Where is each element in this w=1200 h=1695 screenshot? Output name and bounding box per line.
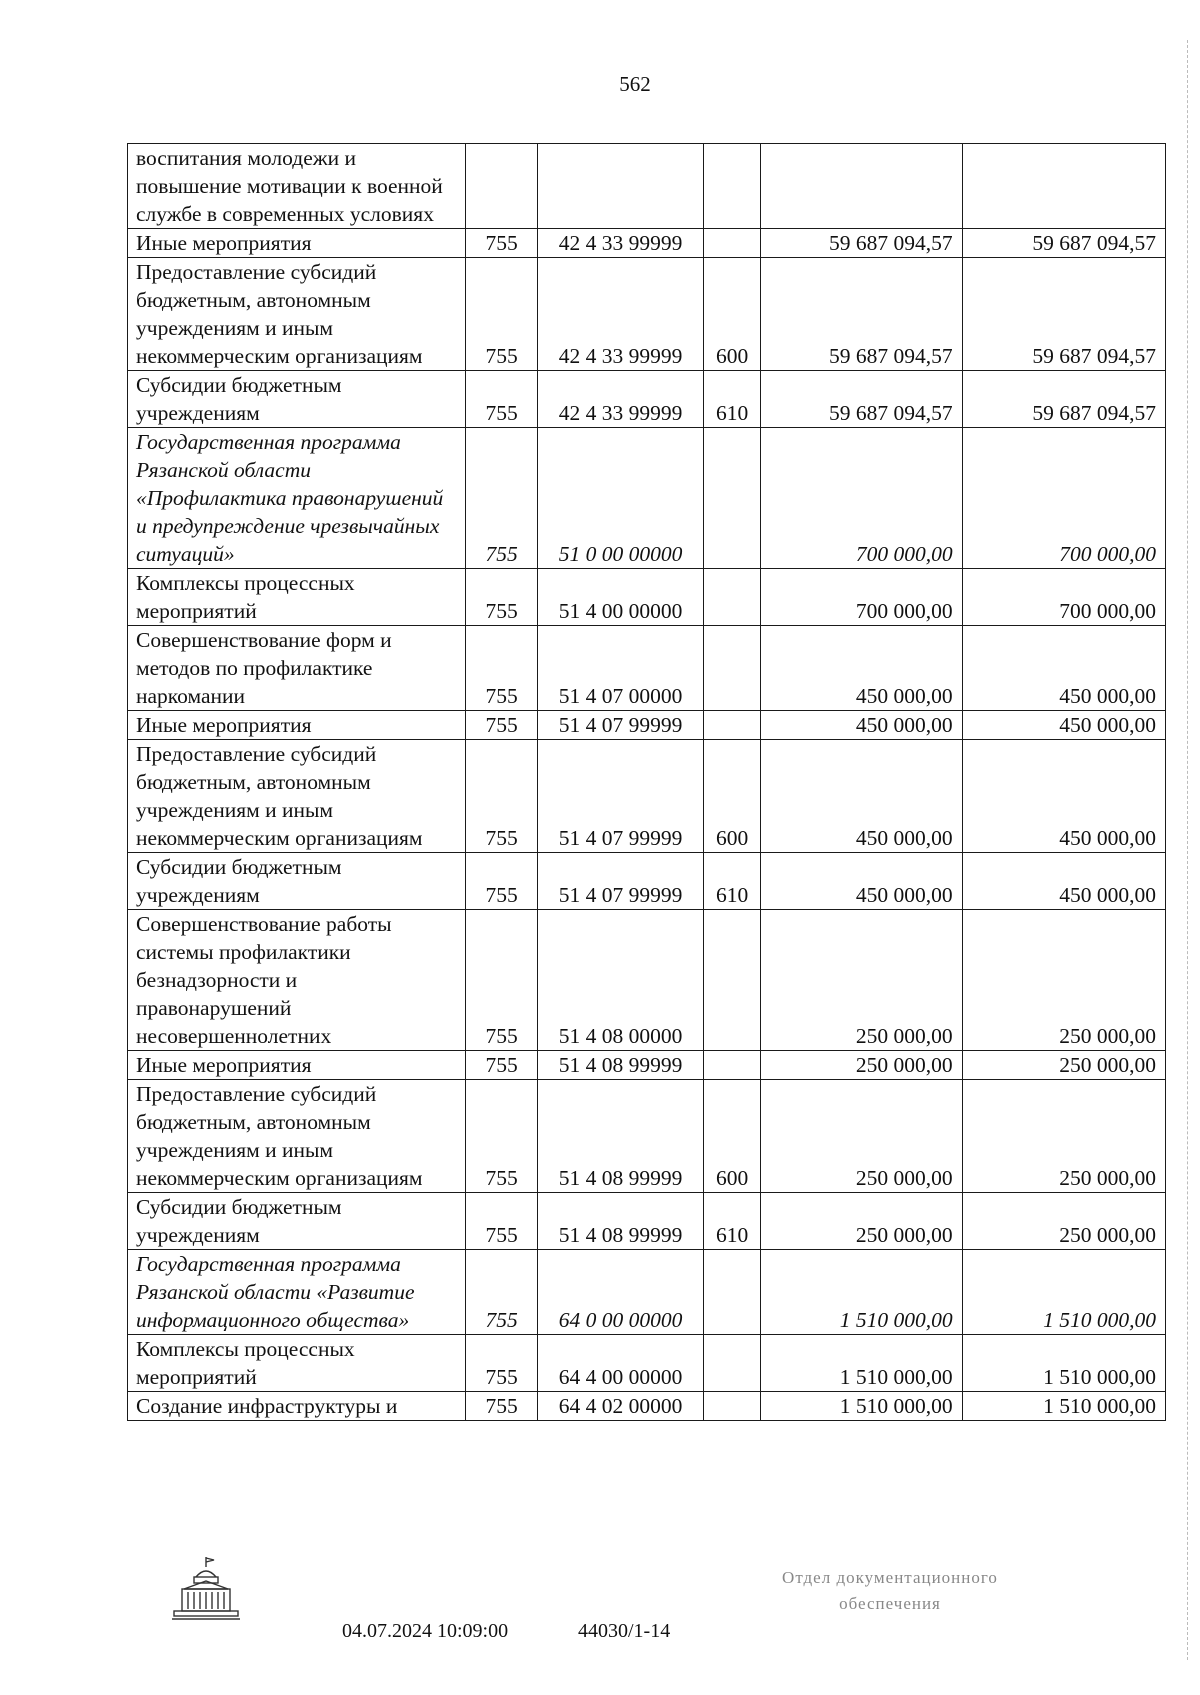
cell-target-article: 64 4 00 00000	[538, 1335, 704, 1392]
cell-name: Совершенствование форм и методов по профилактике наркомании	[128, 626, 466, 711]
cell-expense-type: 610	[703, 853, 760, 910]
table-row	[128, 1335, 1166, 1392]
cell-expense-type: 610	[703, 1193, 760, 1250]
cell-sum-1: 450 000,00	[761, 853, 962, 910]
cell-expense-type	[703, 144, 760, 229]
table-row	[128, 740, 1166, 853]
page-number: 562	[619, 72, 651, 96]
cell-dept-code: 755	[466, 1051, 538, 1080]
cell-target-article: 51 0 00 00000	[538, 428, 704, 569]
cell-sum-1: 450 000,00	[761, 740, 962, 853]
cell-name: Субсидии бюджетным учреждениям	[128, 371, 466, 428]
cell-sum-1: 250 000,00	[761, 910, 962, 1051]
table-row	[128, 1250, 1166, 1335]
cell-dept-code: 755	[466, 1335, 538, 1392]
cell-sum-2: 250 000,00	[962, 910, 1165, 1051]
cell-sum-1	[761, 144, 962, 229]
table-row	[128, 428, 1166, 569]
cell-expense-type	[703, 626, 760, 711]
cell-name: Субсидии бюджетным учреждениям	[128, 853, 466, 910]
cell-dept-code: 755	[466, 910, 538, 1051]
cell-expense-type: 610	[703, 371, 760, 428]
cell-expense-type	[703, 569, 760, 626]
table-row	[128, 1193, 1166, 1250]
cell-dept-code: 755	[466, 1392, 538, 1421]
cell-dept-code	[466, 144, 538, 229]
cell-sum-2: 250 000,00	[962, 1080, 1165, 1193]
cell-sum-2: 1 510 000,00	[962, 1392, 1165, 1421]
footer-reg-number: 44030/1-14	[578, 1620, 671, 1642]
table-row	[128, 711, 1166, 740]
cell-sum-1: 1 510 000,00	[761, 1392, 962, 1421]
cell-sum-2	[962, 144, 1165, 229]
cell-name: Комплексы процессных мероприятий	[128, 569, 466, 626]
table-row	[128, 258, 1166, 371]
cell-target-article: 51 4 08 00000	[538, 910, 704, 1051]
cell-expense-type	[703, 428, 760, 569]
table-row	[128, 229, 1166, 258]
cell-target-article	[538, 144, 704, 229]
cell-sum-1: 450 000,00	[761, 711, 962, 740]
table-row	[128, 1080, 1166, 1193]
cell-dept-code: 755	[466, 371, 538, 428]
cell-name: Государственная программа Рязанской области «Профилактика правонарушений и предупреждение чрезвычайных ситуаций»	[128, 428, 466, 569]
cell-expense-type: 600	[703, 1080, 760, 1193]
duma-building-logo-icon	[170, 1555, 242, 1625]
cell-target-article: 51 4 07 99999	[538, 711, 704, 740]
cell-sum-1: 59 687 094,57	[761, 229, 962, 258]
cell-target-article: 51 4 07 99999	[538, 853, 704, 910]
cell-sum-1: 250 000,00	[761, 1080, 962, 1193]
scan-edge-marks	[1187, 40, 1194, 1660]
cell-target-article: 51 4 08 99999	[538, 1080, 704, 1193]
department-stamp	[740, 1565, 1040, 1617]
cell-dept-code: 755	[466, 229, 538, 258]
cell-sum-1: 1 510 000,00	[761, 1250, 962, 1335]
table-row	[128, 1051, 1166, 1080]
table-row	[128, 144, 1166, 229]
cell-sum-2: 700 000,00	[962, 569, 1165, 626]
cell-sum-2: 59 687 094,57	[962, 258, 1165, 371]
cell-name: Иные мероприятия	[128, 229, 466, 258]
cell-dept-code: 755	[466, 711, 538, 740]
cell-dept-code: 755	[466, 1080, 538, 1193]
cell-target-article: 51 4 00 00000	[538, 569, 704, 626]
cell-sum-2: 59 687 094,57	[962, 371, 1165, 428]
cell-expense-type	[703, 1392, 760, 1421]
cell-sum-1: 450 000,00	[761, 626, 962, 711]
table-row	[128, 1392, 1166, 1421]
cell-sum-1: 250 000,00	[761, 1193, 962, 1250]
cell-sum-1: 250 000,00	[761, 1051, 962, 1080]
cell-target-article: 42 4 33 99999	[538, 229, 704, 258]
table-row	[128, 569, 1166, 626]
cell-expense-type	[703, 711, 760, 740]
cell-dept-code: 755	[466, 853, 538, 910]
cell-sum-2: 250 000,00	[962, 1193, 1165, 1250]
cell-target-article: 51 4 08 99999	[538, 1193, 704, 1250]
stamp-line-2: обеспечения	[839, 1594, 941, 1613]
cell-sum-1: 59 687 094,57	[761, 371, 962, 428]
cell-sum-2: 59 687 094,57	[962, 229, 1165, 258]
cell-name: Предоставление субсидий бюджетным, автономным учреждениям и иным некоммерческим организациям	[128, 258, 466, 371]
cell-name: Совершенствование работы системы профилактики безнадзорности и правонарушений несовершеннолетних	[128, 910, 466, 1051]
cell-dept-code: 755	[466, 258, 538, 371]
cell-expense-type: 600	[703, 258, 760, 371]
cell-target-article: 64 0 00 00000	[538, 1250, 704, 1335]
cell-sum-2: 1 510 000,00	[962, 1250, 1165, 1335]
cell-name: Комплексы процессных мероприятий	[128, 1335, 466, 1392]
cell-expense-type	[703, 1335, 760, 1392]
footer-datetime: 04.07.2024 10:09:00	[342, 1620, 509, 1642]
stamp-line-1: Отдел документационного	[782, 1568, 998, 1587]
table-row	[128, 853, 1166, 910]
cell-sum-1: 700 000,00	[761, 569, 962, 626]
cell-sum-2: 450 000,00	[962, 626, 1165, 711]
cell-target-article: 51 4 07 99999	[538, 740, 704, 853]
cell-name: воспитания молодежи и повышение мотивации к военной службе в современных условиях	[128, 144, 466, 229]
cell-name: Иные мероприятия	[128, 711, 466, 740]
cell-name: Государственная программа Рязанской области «Развитие информационного общества»	[128, 1250, 466, 1335]
cell-expense-type	[703, 1051, 760, 1080]
cell-dept-code: 755	[466, 1250, 538, 1335]
table-row	[128, 910, 1166, 1051]
cell-name: Предоставление субсидий бюджетным, автономным учреждениям и иным некоммерческим организациям	[128, 740, 466, 853]
cell-name: Предоставление субсидий бюджетным, автономным учреждениям и иным некоммерческим организациям	[128, 1080, 466, 1193]
cell-sum-2: 250 000,00	[962, 1051, 1165, 1080]
cell-expense-type: 600	[703, 740, 760, 853]
cell-sum-2: 450 000,00	[962, 711, 1165, 740]
cell-dept-code: 755	[466, 740, 538, 853]
table-row	[128, 626, 1166, 711]
cell-sum-2: 1 510 000,00	[962, 1335, 1165, 1392]
cell-dept-code: 755	[466, 626, 538, 711]
budget-table	[127, 143, 1166, 1421]
cell-sum-1: 1 510 000,00	[761, 1335, 962, 1392]
cell-target-article: 51 4 08 99999	[538, 1051, 704, 1080]
cell-target-article: 64 4 02 00000	[538, 1392, 704, 1421]
cell-sum-2: 700 000,00	[962, 428, 1165, 569]
cell-sum-1: 700 000,00	[761, 428, 962, 569]
cell-target-article: 42 4 33 99999	[538, 371, 704, 428]
cell-target-article: 51 4 07 00000	[538, 626, 704, 711]
cell-sum-1: 59 687 094,57	[761, 258, 962, 371]
cell-dept-code: 755	[466, 428, 538, 569]
cell-dept-code: 755	[466, 1193, 538, 1250]
cell-name: Создание инфраструктуры и	[128, 1392, 466, 1421]
cell-target-article: 42 4 33 99999	[538, 258, 704, 371]
cell-sum-2: 450 000,00	[962, 740, 1165, 853]
cell-name: Иные мероприятия	[128, 1051, 466, 1080]
table-row	[128, 371, 1166, 428]
table-body	[128, 144, 1166, 1421]
cell-name: Субсидии бюджетным учреждениям	[128, 1193, 466, 1250]
cell-sum-2: 450 000,00	[962, 853, 1165, 910]
cell-expense-type	[703, 1250, 760, 1335]
cell-expense-type	[703, 910, 760, 1051]
cell-dept-code: 755	[466, 569, 538, 626]
cell-expense-type	[703, 229, 760, 258]
